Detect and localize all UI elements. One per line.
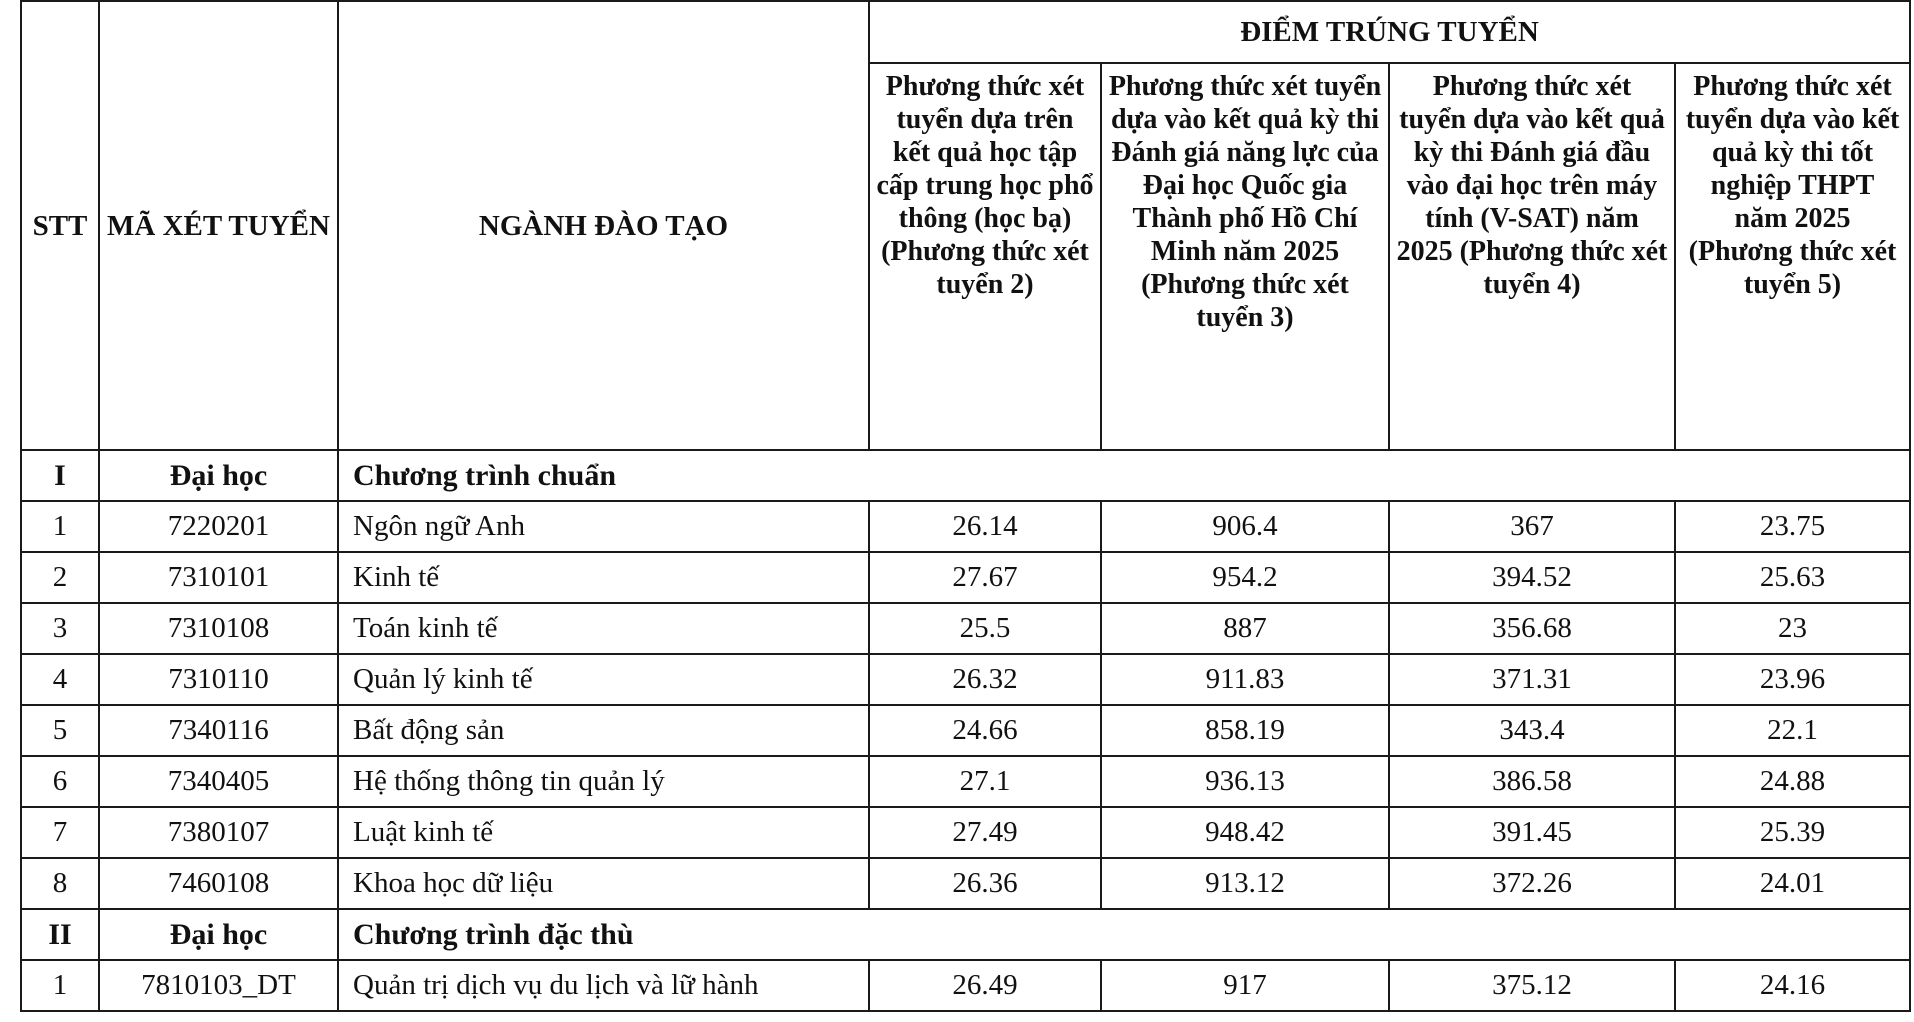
- header-method-4: Phương thức xét tuyển dựa vào kết quả kỳ thi Đánh giá đầu vào đại học trên máy tính (V-SAT) năm 2025 (Phương thức xét tuyển 4): [1389, 63, 1675, 450]
- row-name: Ngôn ngữ Anh: [338, 501, 869, 552]
- section-program: Chương trình đặc thù: [338, 909, 1910, 960]
- row-name: Quản lý kinh tế: [338, 654, 869, 705]
- row-pt4: 386.58: [1389, 756, 1675, 807]
- row-name: Luật kinh tế: [338, 807, 869, 858]
- section-stt: I: [21, 450, 99, 501]
- row-stt: 1: [21, 501, 99, 552]
- row-pt2: 26.49: [869, 960, 1101, 1011]
- row-pt3: 917: [1101, 960, 1389, 1011]
- header-nganh-dao-tao: NGÀNH ĐÀO TẠO: [338, 1, 869, 450]
- row-stt: 4: [21, 654, 99, 705]
- row-pt2: 25.5: [869, 603, 1101, 654]
- row-pt5: 24.88: [1675, 756, 1910, 807]
- row-pt5: 23.75: [1675, 501, 1910, 552]
- section-row: [21, 909, 1910, 960]
- row-pt4: 394.52: [1389, 552, 1675, 603]
- section-row: [21, 450, 1910, 501]
- table-row: [21, 807, 1910, 858]
- table-row: [21, 654, 1910, 705]
- header-ma-xet-tuyen: MÃ XÉT TUYỂN: [99, 1, 338, 450]
- row-name: Quản trị dịch vụ du lịch và lữ hành: [338, 960, 869, 1011]
- row-name: Toán kinh tế: [338, 603, 869, 654]
- row-pt5: 25.39: [1675, 807, 1910, 858]
- row-pt3: 911.83: [1101, 654, 1389, 705]
- section-stt: II: [21, 909, 99, 960]
- row-name: Khoa học dữ liệu: [338, 858, 869, 909]
- table-row: [21, 501, 1910, 552]
- row-pt4: 375.12: [1389, 960, 1675, 1011]
- row-code: 7460108: [99, 858, 338, 909]
- row-code: 7310101: [99, 552, 338, 603]
- row-pt5: 24.01: [1675, 858, 1910, 909]
- row-pt4: 343.4: [1389, 705, 1675, 756]
- admission-score-table-container: [20, 0, 1909, 1012]
- row-pt3: 913.12: [1101, 858, 1389, 909]
- table-row: [21, 858, 1910, 909]
- row-pt3: 936.13: [1101, 756, 1389, 807]
- row-code: 7340116: [99, 705, 338, 756]
- row-stt: 2: [21, 552, 99, 603]
- admission-score-table: [20, 0, 1911, 1012]
- row-pt4: 372.26: [1389, 858, 1675, 909]
- row-code: 7310110: [99, 654, 338, 705]
- row-pt5: 22.1: [1675, 705, 1910, 756]
- row-name: Hệ thống thông tin quản lý: [338, 756, 869, 807]
- row-pt3: 948.42: [1101, 807, 1389, 858]
- row-pt5: 23.96: [1675, 654, 1910, 705]
- row-stt: 1: [21, 960, 99, 1011]
- header-method-3: Phương thức xét tuyển dựa vào kết quả kỳ thi Đánh giá năng lực của Đại học Quốc gia Thành phố Hồ Chí Minh năm 2025 (Phương thức xét tuyển 3): [1101, 63, 1389, 450]
- row-pt4: 367: [1389, 501, 1675, 552]
- row-pt3: 954.2: [1101, 552, 1389, 603]
- header-diem-trung-tuyen: ĐIỂM TRÚNG TUYỂN: [869, 1, 1910, 63]
- section-level: Đại học: [99, 450, 338, 501]
- row-code: 7220201: [99, 501, 338, 552]
- row-pt5: 23: [1675, 603, 1910, 654]
- table-row: [21, 552, 1910, 603]
- row-name: Kinh tế: [338, 552, 869, 603]
- header-method-5: Phương thức xét tuyển dựa vào kết quả kỳ thi tốt nghiệp THPT năm 2025 (Phương thức xét tuyển 5): [1675, 63, 1910, 450]
- row-stt: 5: [21, 705, 99, 756]
- row-pt2: 26.14: [869, 501, 1101, 552]
- row-pt5: 24.16: [1675, 960, 1910, 1011]
- row-stt: 8: [21, 858, 99, 909]
- row-code: 7810103_DT: [99, 960, 338, 1011]
- row-pt2: 27.49: [869, 807, 1101, 858]
- table-row: [21, 705, 1910, 756]
- header-stt: STT: [21, 1, 99, 450]
- row-pt3: 858.19: [1101, 705, 1389, 756]
- section-program: Chương trình chuẩn: [338, 450, 1910, 501]
- row-code: 7340405: [99, 756, 338, 807]
- row-stt: 6: [21, 756, 99, 807]
- table-row: [21, 756, 1910, 807]
- row-pt2: 26.32: [869, 654, 1101, 705]
- row-stt: 7: [21, 807, 99, 858]
- row-pt4: 356.68: [1389, 603, 1675, 654]
- header-method-2: Phương thức xét tuyển dựa trên kết quả học tập cấp trung học phổ thông (học bạ) (Phương thức xét tuyển 2): [869, 63, 1101, 450]
- row-code: 7310108: [99, 603, 338, 654]
- table-row: [21, 603, 1910, 654]
- row-pt2: 27.1: [869, 756, 1101, 807]
- row-code: 7380107: [99, 807, 338, 858]
- table-row: [21, 960, 1910, 1011]
- row-stt: 3: [21, 603, 99, 654]
- row-pt2: 27.67: [869, 552, 1101, 603]
- row-pt3: 906.4: [1101, 501, 1389, 552]
- table-body: [21, 450, 1910, 1011]
- row-name: Bất động sản: [338, 705, 869, 756]
- section-level: Đại học: [99, 909, 338, 960]
- row-pt2: 24.66: [869, 705, 1101, 756]
- row-pt2: 26.36: [869, 858, 1101, 909]
- table-header: [21, 1, 1910, 450]
- row-pt5: 25.63: [1675, 552, 1910, 603]
- row-pt3: 887: [1101, 603, 1389, 654]
- row-pt4: 391.45: [1389, 807, 1675, 858]
- row-pt4: 371.31: [1389, 654, 1675, 705]
